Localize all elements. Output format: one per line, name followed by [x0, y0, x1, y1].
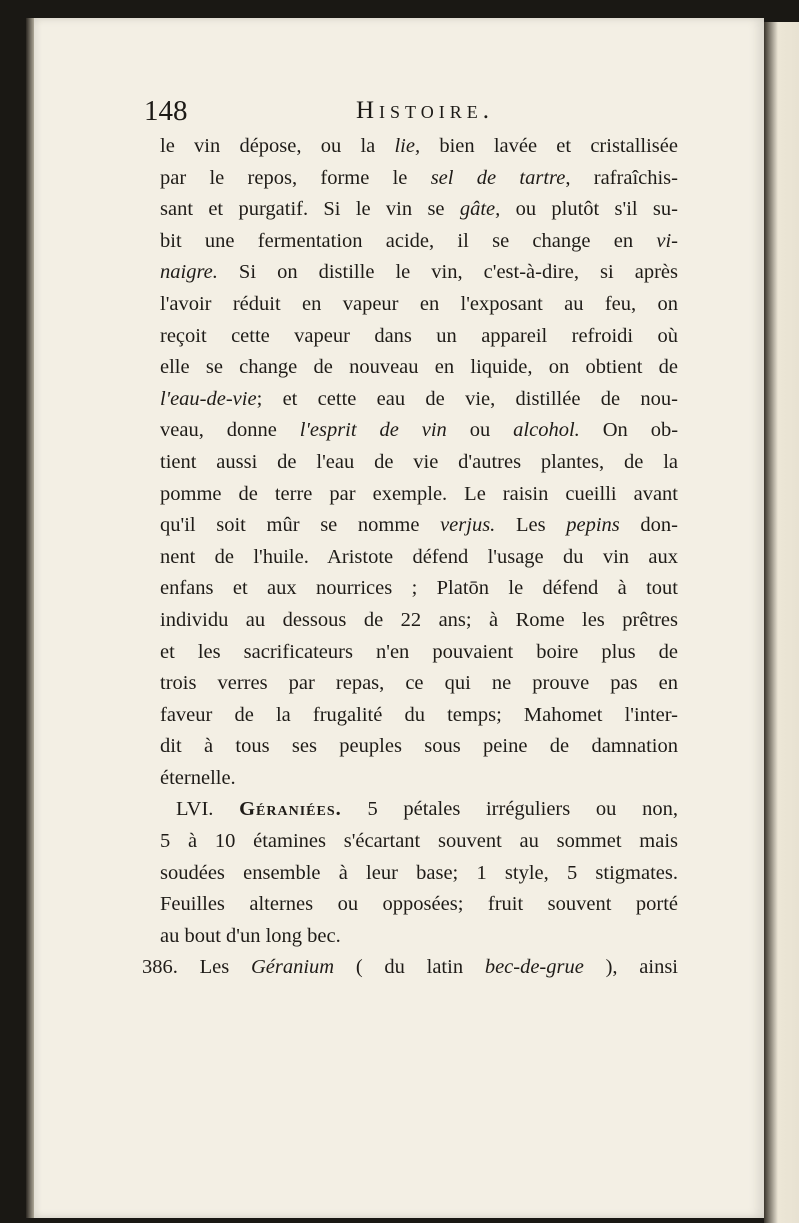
- text-line: [160, 131, 678, 163]
- text-segment: enfans et aux nourrices ; Platōn le défend à tout: [160, 577, 678, 600]
- text-segment: dit à tous ses peuples sous peine de damnation: [160, 735, 678, 758]
- italic-term: naigre.: [160, 261, 218, 284]
- text-line: [160, 668, 678, 700]
- text-segment: bien lavée et cristallisée: [420, 135, 678, 157]
- text-segment: éternelle.: [160, 766, 236, 789]
- text-segment: trois verres par repas, ce qui ne prouve pas en: [160, 672, 678, 695]
- text-line: [160, 194, 678, 226]
- italic-term: l'eau-de-vie: [160, 387, 257, 410]
- text-line: [160, 257, 678, 289]
- text-segment: ou: [446, 419, 514, 442]
- running-head: Histoire.: [356, 97, 494, 124]
- italic-term: vi-: [656, 229, 678, 252]
- italic-term: alcohol.: [513, 419, 580, 442]
- text-line: [160, 447, 678, 479]
- text-line: [160, 637, 678, 669]
- text-segment: tient aussi de l'eau de vie d'autres plantes, de la: [160, 450, 678, 473]
- text-segment: 5 pétales irréguliers ou non,: [341, 798, 678, 821]
- text-segment: pomme de terre par exemple. Le raisin cueilli avant: [160, 482, 678, 505]
- section-title: Géraniées.: [239, 798, 342, 821]
- italic-term: lie,: [394, 135, 421, 157]
- text-line: [160, 163, 678, 195]
- italic-term: verjus.: [440, 514, 496, 537]
- text-segment: au bout d'un long bec.: [160, 924, 341, 947]
- text-segment: ( du latin: [334, 956, 485, 979]
- text-line: [160, 731, 678, 763]
- text-segment: , rafraîchis-: [565, 166, 678, 189]
- text-segment: nent de l'huile. Aristote défend l'usage du vin aux: [160, 545, 678, 568]
- text-segment: Si on distille le vin, c'est-à-dire, si après: [217, 261, 678, 284]
- text-segment: Les: [495, 514, 567, 537]
- text-line: [160, 226, 678, 258]
- text-segment: elle se change de nouveau en liquide, on obtient de: [160, 356, 678, 379]
- text-segment: ou plutôt s'il su-: [500, 198, 678, 221]
- text-segment: par le repos, forme le: [160, 166, 431, 189]
- text-segment: l'avoir réduit en vapeur en l'exposant au feu, on: [160, 292, 678, 315]
- text-segment: reçoit cette vapeur dans un appareil refroidi où: [160, 324, 678, 347]
- text-line: [142, 952, 678, 984]
- italic-term: Géranium: [250, 956, 335, 979]
- text-line: [160, 352, 678, 384]
- text-segment: 386. Les: [142, 956, 251, 979]
- text-segment: don-: [619, 514, 678, 537]
- text-segment: sant et purgatif. Si le vin se: [160, 198, 460, 221]
- text-segment: individu au dessous de 22 ans; à Rome les prêtres: [160, 608, 678, 631]
- italic-term: gâte,: [459, 198, 501, 221]
- text-segment: ; et cette eau de vie, distillée de nou-: [256, 387, 678, 410]
- text-line: [160, 921, 678, 953]
- italic-term: l'esprit de vin: [299, 419, 447, 442]
- text-line: [160, 415, 678, 447]
- italic-term: pepins: [566, 514, 620, 537]
- text-line: [160, 700, 678, 732]
- page-header: [144, 95, 684, 135]
- text-line: [160, 889, 678, 921]
- text-line: [160, 510, 678, 542]
- text-line: [160, 573, 678, 605]
- text-segment: Feuilles alternes ou opposées; fruit souvent porté: [160, 893, 678, 916]
- text-segment: le vin dépose, ou la: [160, 135, 395, 157]
- text-segment: et les sacrificateurs n'en pouvaient boire plus de: [160, 640, 678, 663]
- italic-term: bec-de-grue: [484, 956, 584, 979]
- text-segment: bit une fermentation acide, il se change en: [160, 229, 657, 252]
- text-line: [160, 289, 678, 321]
- text-segment: On ob-: [579, 419, 679, 442]
- text-segment: qu'il soit mûr se nomme: [160, 514, 441, 537]
- text-segment: faveur de la frugalité du temps; Mahomet l'inter-: [160, 703, 678, 726]
- text-segment: LVI.: [176, 798, 240, 821]
- next-page-edge: [764, 22, 799, 1223]
- text-segment: veau, donne: [160, 419, 300, 442]
- text-line: [160, 542, 678, 574]
- text-line: [160, 794, 678, 826]
- text-line: [160, 605, 678, 637]
- text-segment: 5 à 10 étamines s'écartant souvent au sommet mais: [160, 830, 678, 853]
- text-segment: soudées ensemble à leur base; 1 style, 5 stigmates.: [160, 861, 678, 884]
- text-line: [160, 479, 678, 511]
- italic-term: sel de tartre: [430, 166, 566, 189]
- text-segment: ), ainsi: [583, 956, 678, 979]
- text-line: [160, 763, 678, 795]
- text-line: [160, 858, 678, 890]
- text-line: [160, 826, 678, 858]
- text-line: [160, 384, 678, 416]
- body-text: [142, 131, 679, 984]
- page-number: 148: [144, 95, 188, 127]
- text-line: [160, 321, 678, 353]
